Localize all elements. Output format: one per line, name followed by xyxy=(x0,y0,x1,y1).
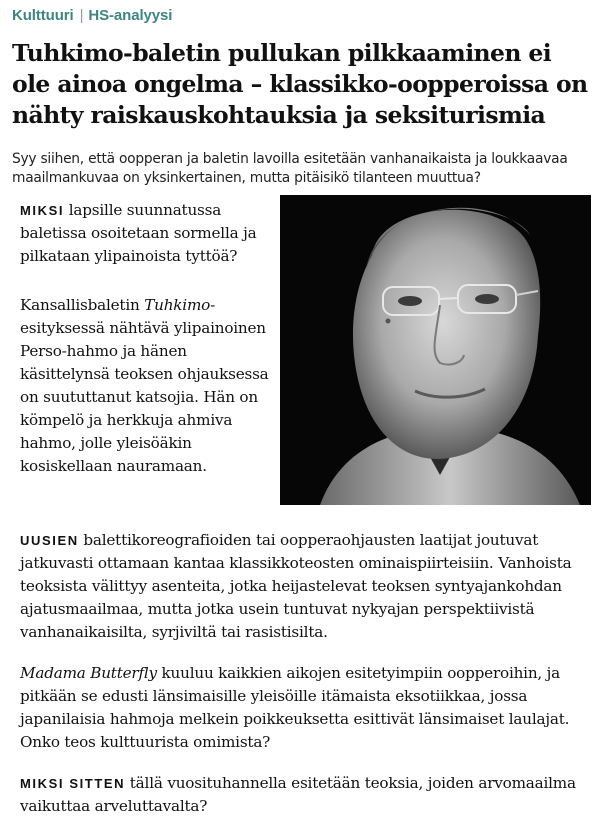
paragraph-1 xyxy=(20,199,276,268)
paragraph-text: kuuluu kaikkien aikojen esitetyimpiin oopperoihin, ja pitkään se edusti länsimaisille yleisöille itämaista eksotiikkaa, jossa japanilaisia hahmoja melkein poikkeuksetta esittivät länsimaiset laulajat. Onko teos kulttuurista omimista? xyxy=(20,664,570,751)
author-portrait-photo xyxy=(280,195,591,505)
category-link[interactable]: HS-analyysi xyxy=(88,7,173,24)
paragraph-keyword: MIKSI xyxy=(20,203,65,218)
paragraph-text: -esityksessä nähtävä ylipainoinen Perso-hahmo ja hänen käsittelynsä teoksen ohjauksessa on suututtanut katsojia. Hän on kömpelö ja herkkuja ahmiva hahmo, jolle yleisöäkin kosiskellaan nauramaan. xyxy=(20,296,269,475)
paragraph-text: tällä vuosituhannella esitetään teoksia, joiden arvomaailma vaikuttaa arveluttavalta? xyxy=(20,774,576,815)
portrait-image xyxy=(280,195,591,505)
breadcrumb-separator: | xyxy=(79,7,84,24)
paragraph-text: Kansallisbaletin xyxy=(20,296,145,314)
paragraph-text: balettikoreografioiden tai oopperaohjausten laatijat joutuvat jatkuvasti ottamaan kantaa klassikkoteosten ominaispiirteisiin. Vanhoista teoksista välittyy asenteita, jotka heijastelevat teoksen syntyajankohdan ajatusmaailmaa, mutta jotka usein tuntuvat nykyajan perspektiivistä vanhanaikaisilta, syrjiviltä tai rasistisilta. xyxy=(20,531,572,641)
breadcrumb xyxy=(12,7,172,24)
article-lead: Syy siihen, että oopperan ja baletin lavoilla esitetään vanhanaikaista ja loukkaavaa maailmankuvaa on yksinkertainen, mutta pitäisikö tilanteen muuttua? xyxy=(12,151,568,186)
work-title: Madama Butterfly xyxy=(20,664,157,682)
work-title: Tuhkimo xyxy=(144,296,211,314)
article-headline: Tuhkimo-baletin pullukan pilkkaaminen ei ole ainoa ongelma – klassikko-oopperoissa on nähty raiskauskohtauksia ja seksiturismia xyxy=(12,39,588,129)
paragraph-2 xyxy=(20,294,270,478)
paragraph-keyword: MIKSI SITTEN xyxy=(20,776,126,791)
paragraph-3 xyxy=(20,529,592,644)
paragraph-text: lapsille suunnatussa baletissa osoitetaan sormella ja pilkataan ylipainoista tyttöä? xyxy=(20,201,257,265)
paragraph-5 xyxy=(20,772,580,818)
section-link[interactable]: Kulttuuri xyxy=(12,7,74,24)
paragraph-keyword: UUSIEN xyxy=(20,533,79,548)
paragraph-4 xyxy=(20,662,592,754)
